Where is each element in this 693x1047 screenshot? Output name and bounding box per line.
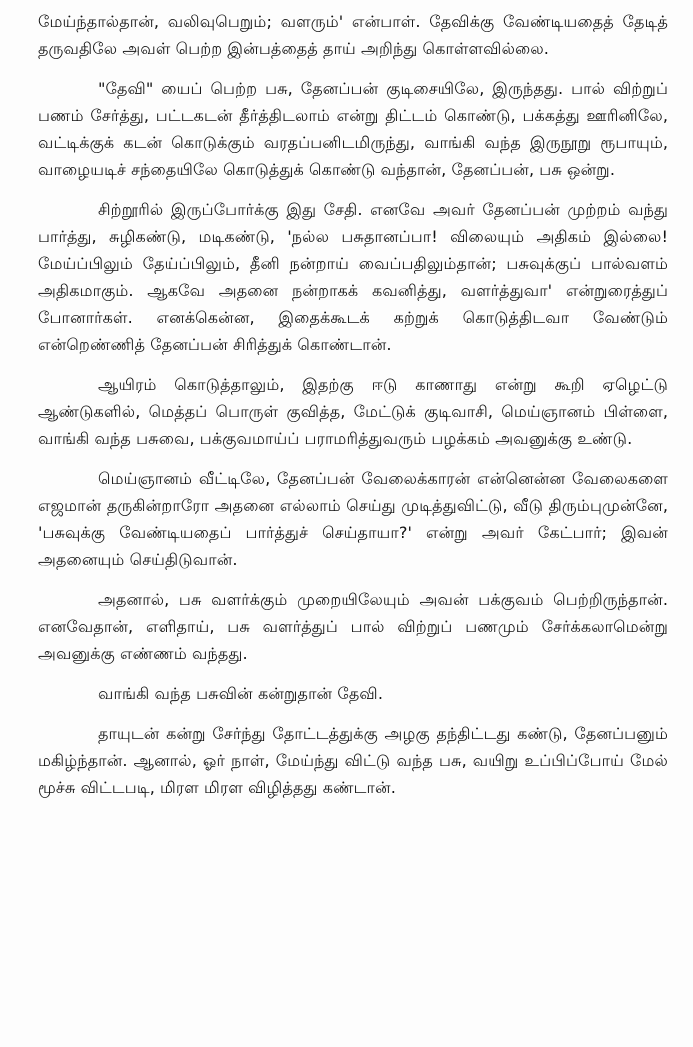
page-body-text <box>38 8 668 814</box>
paragraph-7: வாங்கி வந்த பசுவின் கன்றுதான் தேவி. <box>98 684 383 703</box>
paragraph-5: மெய்ஞானம் வீட்டிலே, தேனப்பன் வேலைக்காரன் என்னென்ன வேலைகளை எஜமான் தருகின்றாரோ அதனை எல்லாம் செய்து முடித்துவிட்டு, வீடு திரும்புமுன்னே, 'பசுவுக்கு வேண்டியதைப் பார்த்துச் செய்தாயா?' என்று அவர் கேட்பார்; இவன் அதனையும் செய்திடுவான். <box>38 469 668 569</box>
paragraph-3: சிற்றூரில் இருப்போர்க்கு இது சேதி. எனவே அவர் தேனப்பன் முற்றம் வந்து பார்த்து, சுழிகண்டு, மடிகண்டு, 'நல்ல பசுதானப்பா! விலையும் அதிகம் இல்லை! மேய்ப்பிலும் தேய்ப்பிலும், தீனி நன்றாய் வைப்பதிலும்தான்; பசுவுக்குப் பால்வளம் அதிகமாகும். ஆகவே அதனை நன்றாகக் கவனித்து, வளர்த்துவா' என்றுரைத்துப் போனார்கள். எனக்கென்ன, இதைக்கூடக் கற்றுக் கொடுத்திடவா வேண்டும் என்றெண்ணித் தேனப்பன் சிரித்துக் கொண்டான். <box>38 200 668 354</box>
paragraph-2: "தேவி" யைப் பெற்ற பசு, தேனப்பன் குடிசையிலே, இருந்தது. பால் விற்றுப் பணம் சேர்த்து, பட்டகடன் தீர்த்திடலாம் என்று திட்டம் கொண்டு, பக்கத்து ஊரினிலே, வட்டிக்குக் கடன் கொடுக்கும் வரதப்பனிடமிருந்து, வாங்கி வந்த இருநூறு ரூபாயும், வாழையடிச் சந்தையிலே கொடுத்துக் கொண்டு வந்தான், தேனப்பன், பசு ஒன்று. <box>38 79 668 179</box>
paragraph-6: அதனால், பசு வளர்க்கும் முறையிலேயும் அவன் பக்குவம் பெற்றிருந்தான். எனவேதான், எளிதாய், பசு வளர்த்துப் பால் விற்றுப் பணமும் சேர்க்கலாமென்று அவனுக்கு எண்ணம் வந்தது. <box>38 590 668 663</box>
paragraph-4: ஆயிரம் கொடுத்தாலும், இதற்கு ஈடு காணாது என்று கூறி ஏழெட்டு ஆண்டுகளில், மெத்தப் பொருள் குவித்த, மேட்டுக் குடிவாசி, மெய்ஞானம் பிள்ளை, வாங்கி வந்த பசுவை, பக்குவமாய்ப் பராமரித்துவரும் பழக்கம் அவனுக்கு உண்டு. <box>38 375 668 448</box>
paragraph-8: தாயுடன் கன்று சேர்ந்து தோட்டத்துக்கு அழகு தந்திட்டது கண்டு, தேனப்பனும் மகிழ்ந்தான். ஆனால், ஓர் நாள், மேய்ந்து விட்டு வந்த பசு, வயிறு உப்பிப்போய் மேல் மூச்சு விட்டபடி, மிரள மிரள விழித்தது கண்டான். <box>38 724 668 797</box>
paragraph-1: மேய்ந்தால்தான், வலிவுபெறும்; வளரும்' என்பாள். தேவிக்கு வேண்டியதைத் தேடித் தருவதிலே அவள் பெற்ற இன்பத்தைத் தாய் அறிந்து கொள்ளவில்லை. <box>38 12 668 58</box>
